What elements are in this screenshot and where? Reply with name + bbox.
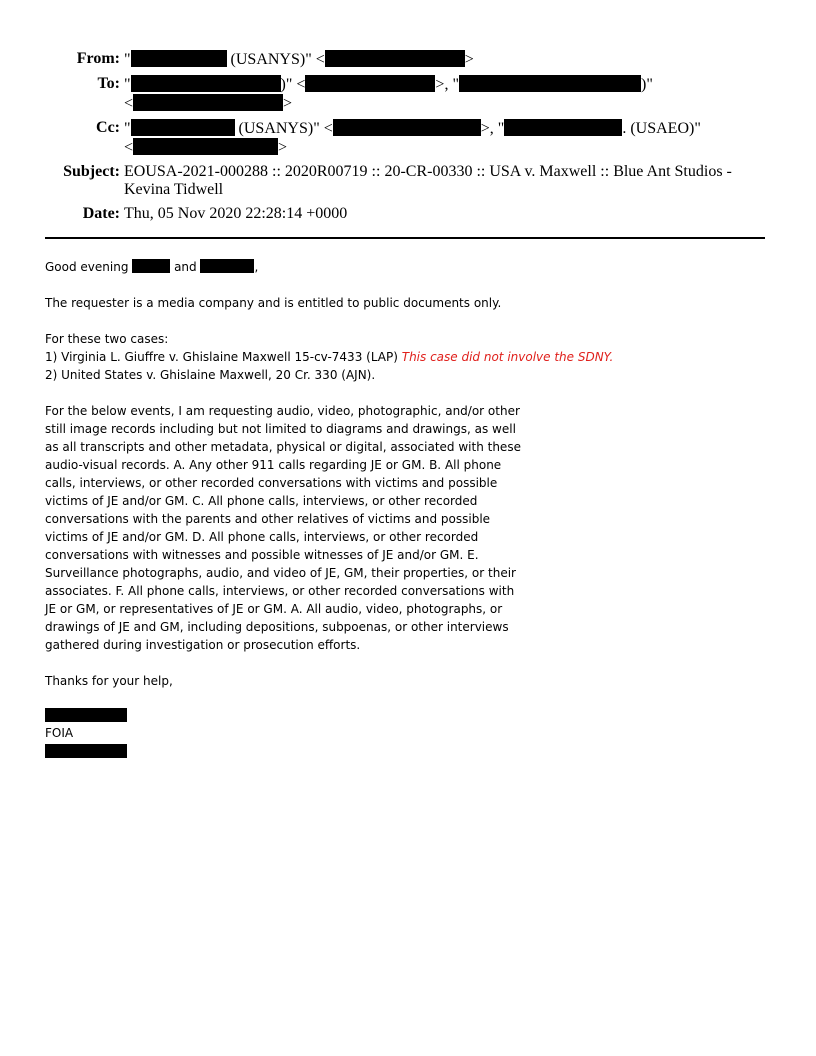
redaction-block — [459, 75, 641, 92]
redaction-block — [133, 138, 278, 155]
request-paragraph: For the below events, I am requesting audio, video, photographic, and/or other still image records including but not limited to diagrams and drawings, as well as all transcripts and other metadata, physical or digital, associated with these audio-visual records. A. Any other 911 calls regarding JE or GM. B. All phone calls, interviews, or other recorded conversations with victims and possible victims of JE and/or GM. C. All phone calls, interviews, or other recorded conversations with the parents and other relatives of victims and possible victims of JE and/or GM. D. All phone calls, interviews, or other recorded conversations with witnesses and possible witnesses of JE and/or GM. E. Surveillance photographs, audio, and video of JE, GM, their properties, or their associates. F. All phone calls, interviews, or other recorded conversations with JE or GM, or representatives of JE or GM. A. All audio, video, photographs, or drawings of JE and GM, including depositions, subpoenas, or other interviews gathered during investigation or prosecution efforts. — [45, 404, 521, 652]
subject-value: EOUSA-2021-000288 :: 2020R00719 :: 20-CR-00330 :: USA v. Maxwell :: Blue Ant Studios - Kevina Tidwell — [124, 163, 732, 198]
to-label: To: — [97, 75, 120, 92]
header-divider — [45, 237, 765, 239]
redaction-block — [132, 259, 170, 273]
signature-title: FOIA — [45, 726, 74, 740]
redaction-block — [325, 50, 465, 67]
redaction-block — [200, 259, 254, 273]
signature — [45, 708, 525, 758]
thanks-line: Thanks for your help, — [45, 674, 173, 688]
cc-value: " (USANYS)" < >, " . (USAEO)" < > — [124, 120, 701, 156]
date-row — [40, 205, 740, 223]
email-body — [45, 258, 614, 760]
case-1: 1) Virginia L. Giuffre v. Ghislaine Maxwell 15-cv-7433 (LAP) This case did not involve the SDNY. — [45, 350, 614, 364]
redaction-block — [333, 119, 481, 136]
cc-row — [40, 119, 740, 157]
from-row — [40, 50, 740, 69]
date-label: Date: — [82, 205, 120, 222]
email-header — [40, 50, 740, 229]
redaction-block — [131, 119, 235, 136]
cc-label: Cc: — [96, 119, 120, 136]
date-value: Thu, 05 Nov 2020 22:28:14 +0000 — [124, 205, 348, 222]
redaction-block — [305, 75, 435, 92]
to-row — [40, 75, 740, 113]
case-1-note: This case did not involve the SDNY. — [401, 350, 614, 364]
to-value: " )" < >, " )" < > — [124, 76, 653, 112]
from-label: From: — [76, 50, 120, 67]
subject-row — [40, 163, 740, 199]
redaction-block — [45, 744, 127, 758]
from-value: " (USANYS)" < > — [124, 51, 474, 68]
cases-list — [45, 330, 614, 384]
redaction-block — [131, 75, 281, 92]
subject-label: Subject: — [63, 163, 120, 180]
cases-intro: For these two cases: — [45, 332, 169, 346]
redaction-block — [45, 708, 127, 722]
greeting: Good evening and , — [45, 260, 259, 274]
redaction-block — [133, 94, 283, 111]
requester-note: The requester is a media company and is entitled to public documents only. — [45, 296, 502, 310]
redaction-block — [504, 119, 622, 136]
case-2: 2) United States v. Ghislaine Maxwell, 20 Cr. 330 (AJN). — [45, 368, 376, 382]
redaction-block — [131, 50, 227, 67]
